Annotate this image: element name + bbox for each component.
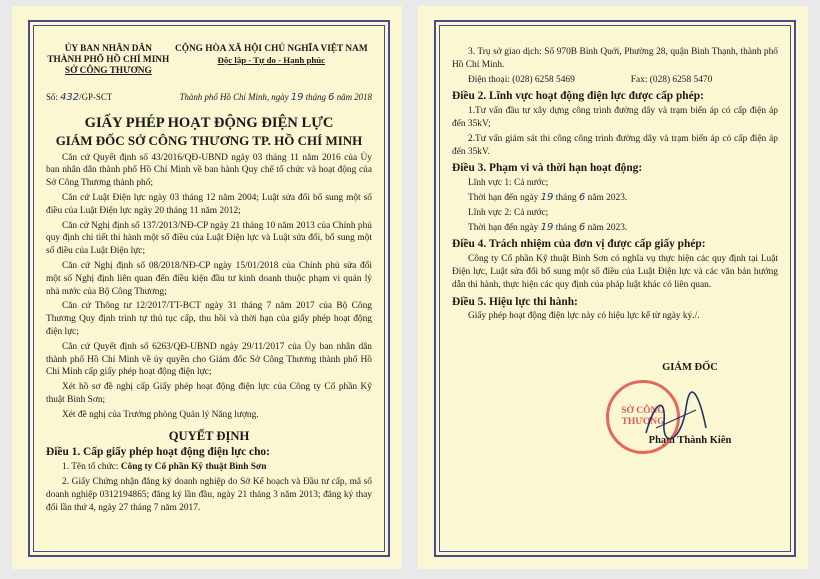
- term-line: Thời hạn đến ngày 19 tháng 6 năm 2023.: [468, 221, 628, 233]
- handwritten-day: 19: [290, 92, 304, 103]
- legal-basis-paragraph: Căn cứ Quyết định số 6263/QĐ-UBND ngày 29/11/2017 của Ủy ban nhân dân thành phố Hồ Chí Minh về ủy quyền cho Giám đốc Sở Công Thương thành phố Hồ Chí Minh cấp giấy phép hoạt động điện lực;: [46, 341, 372, 378]
- signature-block: [600, 362, 780, 482]
- licensed-field: 1.Tư vấn đầu tư xây dựng công trình đường dây và trạm biến áp có cấp điện áp đến 35kV;: [452, 106, 778, 129]
- signer-role: GIÁM ĐỐC: [662, 362, 718, 373]
- document-header: [46, 44, 372, 77]
- article-1-heading: Điều 1. Cấp giấy phép hoạt động điện lực cho:: [46, 446, 270, 459]
- scope-line: Lĩnh vực 2: Cả nước;: [468, 207, 549, 218]
- place-date: Thành phố Hồ Chí Minh, ngày 19 tháng 6 năm 2018: [179, 92, 372, 103]
- handwritten-day: 19: [540, 221, 554, 233]
- left-content: [46, 44, 372, 549]
- contact-line: [452, 74, 778, 87]
- legal-basis-paragraph: Căn cứ Nghị định số 137/2013/NĐ-CP ngày 21 tháng 10 năm 2013 của Chính phủ quy định chi tiết thi hành một số điều của Luật Điện lực và Luật sửa đổi, bổ sung một số điều của Luật Điện lực;: [46, 220, 372, 257]
- stamp-text: SỞ CÔNG THƯƠNG: [621, 406, 665, 427]
- license-page-left: [12, 6, 402, 569]
- document-meta: [46, 91, 372, 105]
- handwritten-month: 6: [578, 191, 586, 203]
- handwritten-month: 6: [578, 221, 586, 233]
- license-page-right: [418, 6, 808, 569]
- article-4-heading: Điều 4. Trách nhiệm của đơn vị được cấp giấy phép:: [452, 238, 706, 251]
- registration-certificate: 2. Giấy Chứng nhận đăng ký doanh nghiệp do Sở Kế hoạch và Đầu tư cấp, mã số doanh nghiệp 0312194865; đăng ký lần đầu, ngày 21 tháng 3 năm 2013; đăng ký thay đổi lần thứ 4, ngày 27 tháng 7 năm 2017.: [46, 476, 372, 513]
- article-3-heading: Điều 3. Phạm vi và thời hạn hoạt động:: [452, 162, 643, 175]
- term-line: Thời hạn đến ngày 19 tháng 6 năm 2023.: [468, 191, 628, 203]
- effective-text: Giấy phép hoạt động điện lực này có hiệu lực kể từ ngày ký./.: [468, 311, 700, 322]
- issuing-agency: [46, 44, 171, 77]
- legal-basis-paragraph: Căn cứ Quyết định số 43/2016/QĐ-UBND ngày 03 tháng 11 năm 2016 của Ủy ban nhân dân thành phố Hồ Chí Minh về ban hành Quy chế tổ chức và hoạt động của Sở Công Thương thành phố;: [46, 152, 372, 189]
- handwritten-month: 6: [328, 92, 335, 103]
- legal-basis-paragraph: Xét hồ sơ đề nghị cấp Giấy phép hoạt động điện lực của Công ty Cổ phần Kỹ thuật Bình Sơn;: [46, 382, 372, 405]
- legal-basis-paragraph: Xét đề nghị của Trưởng phòng Quản lý Năng lượng.: [62, 409, 259, 420]
- agency-line: SỞ CÔNG THƯƠNG: [64, 66, 152, 76]
- article-5-heading: Điều 5. Hiệu lực thi hành:: [452, 295, 578, 308]
- fax-number: Fax: (028) 6258 5470: [630, 74, 713, 85]
- nation-name: CỘNG HÒA XÃ HỘI CHỦ NGHĨA VIỆT NAM: [175, 44, 368, 54]
- national-heading: [171, 44, 372, 77]
- responsibility-text: Công ty Cổ phần Kỹ thuật Bình Sơn có nghĩa vụ thực hiện các quy định tại Luật Điện lực, Luật sửa đổi bổ sung một số điều của Luật Điện lực và các văn bản hướng dẫn thi hành, thực hiện các quy định của pháp luật khác có liên quan.: [452, 254, 778, 290]
- legal-basis-paragraph: Căn cứ Luật Điện lực ngày 03 tháng 12 năm 2004; Luật sửa đổi bổ sung một số điều của Luật Điện lực ngày 20 tháng 11 năm 2012;: [46, 192, 372, 216]
- legal-basis-paragraph: Căn cứ Nghị định số 08/2018/NĐ-CP ngày 15/01/2018 của Chính phủ sửa đổi một số Nghị định liên quan đến điều kiện đầu tư kinh doanh thuộc phạm vi quản lý nhà nước của Bộ Công Thương;: [46, 260, 372, 297]
- document-number: Số: 432/GP-SCT: [46, 92, 113, 103]
- handwritten-number: 432: [60, 92, 80, 103]
- organization-name: Công ty Cổ phần Kỹ thuật Bình Sơn: [120, 462, 267, 473]
- handwritten-day: 19: [540, 191, 554, 203]
- scope-line: Lĩnh vực 1: Cả nước;: [468, 178, 549, 189]
- agency-line: ỦY BAN NHÂN DÂN: [64, 44, 152, 54]
- signature-scribble: [636, 388, 716, 448]
- office-address: 3. Trụ sở giao dịch: Số 970B Bình Quới, Phường 28, quận Bình Thạnh, thành phố Hồ Chí Minh.: [452, 47, 778, 70]
- phone-number: Điện thoại: (028) 6258 5469: [468, 74, 575, 85]
- document-subtitle: GIÁM ĐỐC SỞ CÔNG THƯƠNG TP. HỒ CHÍ MINH: [55, 132, 363, 148]
- article-2-heading: Điều 2. Lĩnh vực hoạt động điện lực được cấp phép:: [452, 90, 704, 103]
- national-motto: Độc lập - Tự do - Hạnh phúc: [217, 55, 326, 65]
- agency-line: THÀNH PHỐ HỒ CHÍ MINH: [47, 55, 170, 65]
- licensed-field: 2.Tư vấn giám sát thi công công trình đường dây và trạm biến áp có cấp điện áp đến 35kV.: [452, 133, 778, 157]
- signer-name: Phạm Thành Kiên: [648, 435, 732, 446]
- decision-heading: QUYẾT ĐỊNH: [168, 428, 250, 443]
- document-title: GIẤY PHÉP HOẠT ĐỘNG ĐIỆN LỰC: [84, 114, 334, 131]
- organization-line: 1. Tên tổ chức: Công ty Cổ phần Kỹ thuật Bình Sơn: [62, 462, 267, 473]
- legal-basis-paragraph: Căn cứ Thông tư 12/2017/TT-BCT ngày 31 tháng 7 năm 2017 của Bộ Công Thương Quy định trình tự thủ tục cấp, thu hồi và thời hạn của giấy phép hoạt động điện lực;: [46, 301, 372, 337]
